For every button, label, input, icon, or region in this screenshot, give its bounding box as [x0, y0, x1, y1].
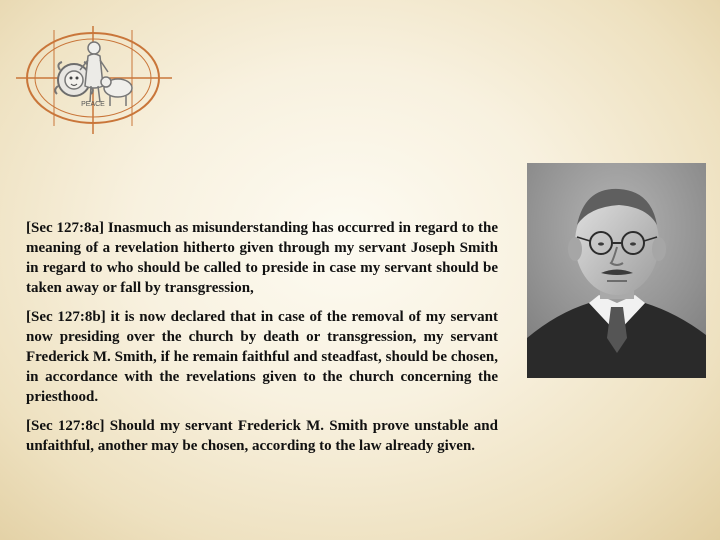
- portrait-photo: [527, 163, 706, 378]
- peace-label: PEACE: [81, 101, 105, 108]
- section-paragraph-8b: [Sec 127:8b] it is now declared that in case of the removal of my servant now presiding over the church by death or transgression, my servant Frederick M. Smith, if he remain faithful and steadfast, should be chosen, in accordance with the revelations given to the church concerning the priesthood.: [26, 309, 498, 405]
- peace-seal-logo: [14, 26, 176, 136]
- peace-seal-graphic: [14, 26, 176, 136]
- lamb-icon: [101, 77, 132, 106]
- scripture-text: [26, 218, 498, 456]
- section-paragraph-8a: [Sec 127:8a] Inasmuch as misunderstanding has occurred in regard to the meaning of a revelation hitherto given through my servant Joseph Smith in regard to who should be called to preside in case my servant should be taken away or fall by transgression,: [26, 220, 498, 296]
- section-paragraph-8c: [Sec 127:8c] Should my servant Frederick M. Smith prove unstable and unfaithful, another may be chosen, according to the law already given.: [26, 418, 498, 454]
